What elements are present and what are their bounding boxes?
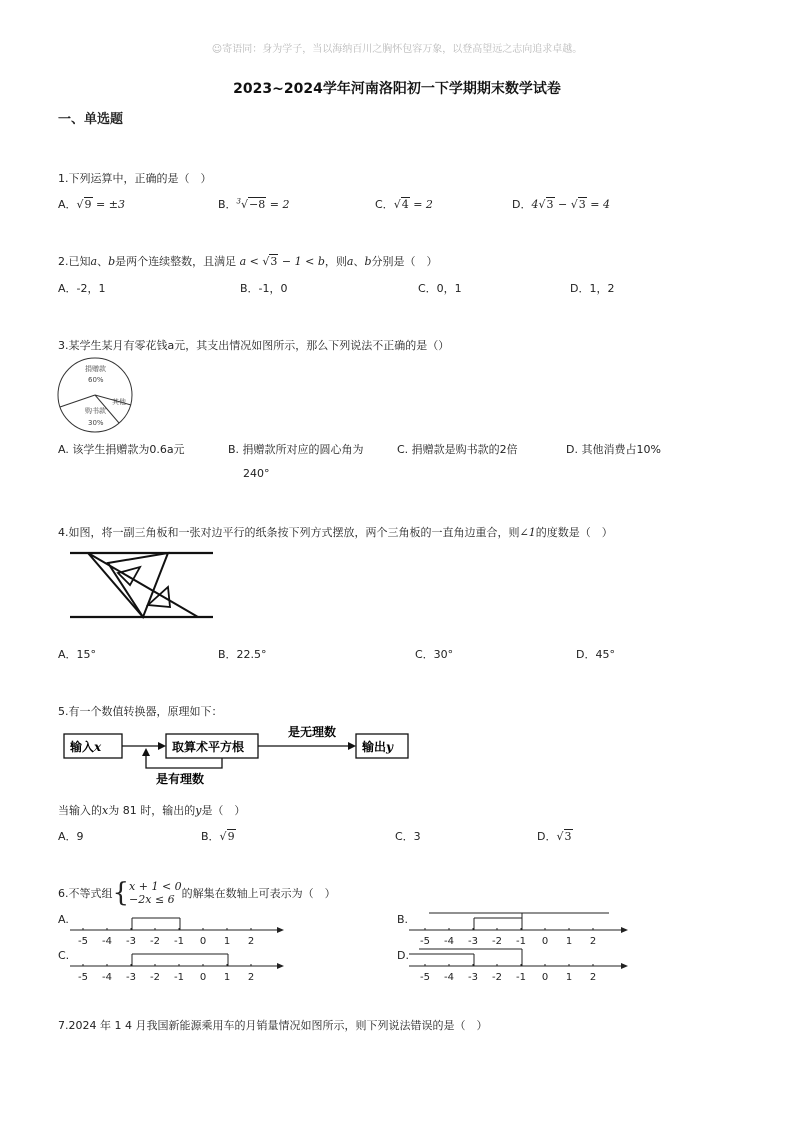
q6-stem: 6.不等式组{x + 1 < 0 −2x ≤ 6 的解集在数轴上可表示为（ ） [58, 878, 336, 908]
q1-option-c[interactable]: C．√4 = 2 [375, 198, 433, 211]
tick-label: 1 [223, 972, 231, 983]
tick-label: 1 [565, 972, 573, 983]
tick-label: 1 [565, 936, 573, 947]
q3-pie-chart [55, 355, 140, 435]
tick-label: 2 [247, 936, 255, 947]
q3-option-c[interactable]: C. 捐赠款是购书款的2倍 [397, 443, 518, 456]
q6-option-d-numberline[interactable] [409, 942, 629, 984]
tick-label: 0 [199, 972, 207, 983]
pie-pct-books: 30% [88, 419, 104, 427]
axis-arrow [621, 927, 628, 933]
tick-label: -3 [468, 936, 478, 947]
var: a [346, 255, 354, 268]
q2-option-c[interactable]: C．0，1 [418, 282, 462, 295]
option-label: B． [218, 198, 237, 211]
inequality-2: −2x ≤ 6 [129, 893, 175, 906]
q6-option-d-label[interactable]: D. [397, 949, 409, 962]
stem-text: 是两个连续整数，且满足 [115, 255, 237, 268]
q2-option-b[interactable]: B．-1，0 [240, 282, 288, 295]
page-title: 2023~2024学年河南洛阳初一下学期期末数学试卷 [233, 81, 561, 97]
tick-label: 0 [541, 972, 549, 983]
tick-label: -2 [492, 936, 502, 947]
stem-text: 4.如图，将一副三角板和一张对边平行的纸条按下列方式摆放，两个三角板的一直角边重合，则 [58, 526, 520, 539]
radicand: 9 [84, 198, 92, 211]
var: b [108, 255, 116, 268]
radicand: 3 [564, 830, 572, 843]
radicand: 4 [401, 198, 409, 211]
radicand: 3 [578, 198, 586, 211]
tick-label: 2 [247, 972, 255, 983]
q1-stem: 1.下列运算中，正确的是（ ） [58, 172, 212, 185]
q1-option-b[interactable]: B．$^3$√−8 = 2 [218, 197, 290, 211]
tick-label: -4 [444, 972, 454, 983]
stem-text: 6.不等式组 [58, 887, 113, 900]
tick-label: -4 [102, 972, 112, 983]
tick-label: -5 [78, 936, 88, 947]
pie-label-donate: 捐赠款 [85, 365, 106, 373]
option-label: C． [375, 198, 394, 211]
stem-text: 为 81 时，输出的 [108, 804, 196, 817]
tick-label: 2 [589, 972, 597, 983]
tick-label: -5 [420, 936, 430, 947]
q5-option-a[interactable]: A．9 [58, 830, 84, 843]
sep: 、 [97, 255, 109, 268]
radicand: 3 [270, 255, 278, 268]
root-index: 3 [236, 197, 242, 206]
q3-option-b[interactable] [228, 441, 364, 457]
q2-option-a[interactable]: A．-2，1 [58, 282, 106, 295]
tick-label: -1 [516, 936, 526, 947]
tick-label: -3 [126, 936, 136, 947]
tick-label: -5 [420, 972, 430, 983]
tick-label: 2 [589, 936, 597, 947]
tick-label: -2 [150, 936, 160, 947]
radicand: 9 [227, 830, 235, 843]
expr-rest: = 2 [269, 198, 290, 211]
expr-rest: = 4 [586, 198, 610, 211]
var: b [364, 255, 372, 268]
tick-label: -1 [174, 972, 184, 983]
q5-option-c[interactable]: C．3 [395, 830, 421, 843]
option-label: A． [58, 198, 77, 211]
q3-option-a[interactable]: A. 该学生捐赠款为0.6a元 [58, 443, 185, 456]
section-heading: 一、单选题 [58, 112, 124, 127]
flow-label-rational: 是有理数 [156, 772, 205, 786]
stem-text: 的度数是（ ） [535, 526, 613, 539]
var: b [317, 255, 325, 268]
q3-option-b-cont: 240° [243, 467, 270, 480]
op: < [246, 255, 263, 268]
flow-box-output: 输出y [362, 740, 393, 754]
q4-figure [68, 545, 218, 625]
q7-stem: 7.2024 年 1 4 月我国新能源乘用车的月销量情况如图所示，则下列说法错误的是（ ） [58, 1019, 488, 1032]
var: x [102, 804, 109, 817]
q5-question [58, 802, 245, 818]
q5-flowchart [62, 720, 422, 790]
tick-label: -3 [126, 972, 136, 983]
var: y [195, 804, 202, 817]
coef: 4 [531, 198, 539, 211]
tick-label: -3 [468, 972, 478, 983]
tick-label: 0 [541, 936, 549, 947]
q4-stem [58, 524, 613, 540]
q1-option-a[interactable]: A．√9 = ±3 [58, 198, 125, 211]
stem-text: ，则 [324, 255, 347, 268]
q5-option-d[interactable]: D．√3 [537, 830, 572, 843]
inequality-system [129, 880, 182, 906]
tick-label: 1 [223, 936, 231, 947]
q6-option-c-numberline[interactable] [70, 942, 285, 984]
angle-symbol: ∠1 [519, 526, 536, 539]
q3-option-d[interactable]: D. 其他消费占10% [566, 443, 661, 456]
q3-stem: 3.某学生某月有零花钱a元，其支出情况如图所示，那么下列说法不正确的是（） [58, 339, 450, 352]
stem-text: 的解集在数轴上可表示为（ ） [181, 887, 336, 900]
option-label: D． [512, 198, 532, 211]
radicand: 3 [546, 198, 554, 211]
q5-option-b[interactable]: B．√9 [201, 830, 235, 843]
option-label: D． [537, 830, 557, 843]
q4-option-a[interactable]: A．15° [58, 648, 97, 661]
var: a [90, 255, 98, 268]
q5-stem: 5.有一个数值转换器，原理如下： [58, 705, 223, 718]
minus: − [554, 198, 571, 211]
tick-label: 0 [199, 936, 207, 947]
tick-label: -4 [102, 936, 112, 947]
axis-arrow [277, 927, 284, 933]
radicand: −8 [249, 198, 266, 211]
tick-label: -4 [444, 936, 454, 947]
op: − 1 < [278, 255, 318, 268]
tick-label: -5 [78, 972, 88, 983]
axis-arrow [277, 963, 284, 969]
pie-label-other: 其他 [112, 398, 126, 406]
q2-stem: 2.已知a、b是两个连续整数，且满足 a < √3 − 1 < b，则a、b分别是（ ） [58, 255, 438, 268]
axis-arrow [621, 963, 628, 969]
option-label: B． [201, 830, 220, 843]
expr-rest: = ±3 [96, 198, 125, 211]
tick-label: -1 [516, 972, 526, 983]
tick-label: -2 [150, 972, 160, 983]
q6-option-a-label[interactable]: A. [58, 913, 69, 926]
q6-option-c-label[interactable]: C. [58, 949, 70, 962]
motto-text: ☺寄语同：身为学子，当以海纳百川之胸怀包容万象，以登高望远之志向追求卓越。 [211, 44, 583, 55]
flow-box-sqrt: 取算术平方根 [172, 740, 245, 754]
q2-option-d[interactable]: D．1，2 [570, 282, 615, 295]
stem-text: 是（ ） [201, 804, 246, 817]
flow-label-irrational: 是无理数 [288, 725, 337, 739]
q4-option-b[interactable]: B．22.5° [218, 648, 267, 661]
expr-rest: = 2 [413, 198, 433, 211]
q6-option-b-label[interactable]: B. [397, 913, 409, 926]
inequality-1: x + 1 < 0 [129, 880, 182, 893]
tick-label: -2 [492, 972, 502, 983]
flow-box-input: 输入x [70, 740, 102, 754]
stem-text: 2.已知 [58, 255, 91, 268]
q4-option-c[interactable]: C．30° [415, 648, 454, 661]
stem-text: 当输入的 [58, 804, 102, 817]
q1-option-d[interactable]: D．4√3 − √3 = 4 [512, 198, 610, 211]
tick-label: -1 [174, 936, 184, 947]
sep: 、 [353, 255, 365, 268]
var: a [239, 255, 247, 268]
option-text: B. 捐赠款所对应的圆心角为 [228, 443, 364, 456]
pie-label-books: 购书款 [85, 407, 106, 415]
stem-text: 分别是（ ） [371, 255, 438, 268]
q4-option-d[interactable]: D．45° [576, 648, 615, 661]
pie-pct-donate: 60% [88, 376, 104, 384]
